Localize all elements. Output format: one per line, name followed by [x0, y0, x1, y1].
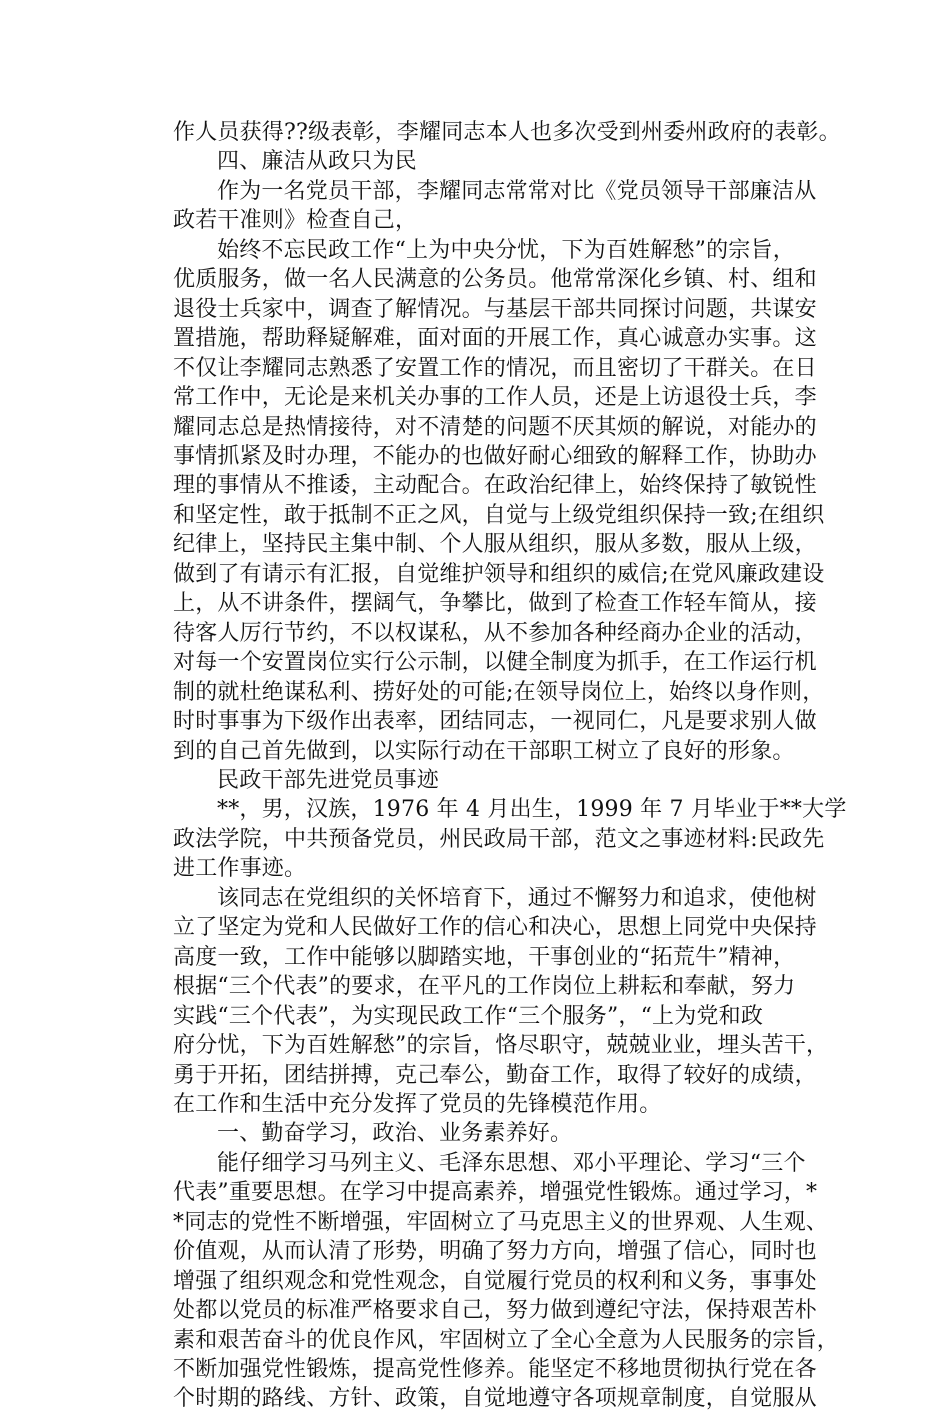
text-line: 作为一名党员干部，李耀同志常常对比《党员领导干部廉洁从: [217, 178, 817, 204]
text-line: 和坚定性，敢于抵制不正之风，自觉与上级党组织保持一致;在组织: [173, 502, 825, 528]
text-line: 做到了有请示有汇报，自觉维护领导和组织的威信;在党风廉政建设: [173, 561, 825, 587]
text-line: 置措施，帮助释疑解难，面对面的开展工作，真心诚意办实事。这: [173, 326, 817, 352]
text-line: 根据“三个代表”的要求，在平凡的工作岗位上耕耘和奉献，努力: [173, 974, 796, 1000]
text-line: 始终不忘民政工作“上为中央分忧，下为百姓解愁”的宗旨，: [217, 237, 795, 263]
text-line: 作人员获得??级表彰，李耀同志本人也多次受到州委州政府的表彰。: [173, 120, 841, 145]
text-line: 能仔细学习马列主义、毛泽东思想、邓小平理论、学习“三个: [217, 1150, 806, 1176]
text-line: 增强了组织观念和党性观念，自觉履行党员的权利和义务，事事处: [173, 1268, 817, 1294]
text-line: 待客人厉行节约，不以权谋私，从不参加各种经商办企业的活动，: [173, 620, 817, 646]
text-line: 府分忧，下为百姓解愁”的宗旨，恪尽职守，兢兢业业，埋头苦干，: [173, 1033, 829, 1059]
text-line: 价值观，从而认清了形势，明确了努力方向，增强了信心，同时也: [173, 1239, 817, 1265]
section-heading: 民政干部先进党员事迹: [217, 767, 440, 793]
document-body: [173, 118, 847, 1414]
section-heading: 一、勤奋学习，政治、业务素养好。: [217, 1121, 573, 1147]
text-line: *同志的党性不断增强，牢固树立了马克思主义的世界观、人生观、: [173, 1209, 829, 1235]
text-line: 高度一致，工作中能够以脚踏实地，干事创业的“拓荒牛”精神，: [173, 944, 796, 970]
text-line: 代表”重要思想。在学习中提高素养，增强党性锻炼。通过学习，*: [173, 1180, 818, 1206]
section-heading: 四、廉洁从政只为民: [217, 149, 417, 175]
text-line: 不断加强党性锻炼，提高党性修养。能坚定不移地贯彻执行党在各: [173, 1357, 817, 1383]
text-line: 常工作中，无论是来机关办事的工作人员，还是上访退役士兵，李: [173, 385, 817, 411]
text-line: 该同志在党组织的关怀培育下，通过不懈努力和追求，使他树: [217, 885, 817, 911]
text-line: 不仅让李耀同志熟悉了安置工作的情况，而且密切了干群关。在日: [173, 355, 817, 381]
text-line: 政法学院，中共预备党员，州民政局干部，范文之事迹材料:民政先: [173, 826, 825, 852]
text-line: 时时事事为下级作出表率，团结同志，一视同仁，凡是要求别人做: [173, 709, 817, 735]
text-line: 勇于开拓，团结拼搏，克己奉公，勤奋工作，取得了较好的成绩，: [173, 1062, 817, 1088]
text-line: 个时期的路线、方针、政策，自觉地遵守各项规章制度，自觉服从: [173, 1386, 817, 1412]
text-line: 优质服务，做一名人民满意的公务员。他常常深化乡镇、村、组和: [173, 267, 817, 293]
text-line: 上，从不讲条件，摆阔气，争攀比，做到了检查工作轻车简从，接: [173, 591, 817, 617]
text-line: 到的自己首先做到，以实际行动在干部职工树立了良好的形象。: [173, 738, 795, 764]
text-line: 理的事情从不推诿，主动配合。在政治纪律上，始终保持了敏锐性: [173, 473, 817, 499]
text-line: 实践“三个代表”，为实现民政工作“三个服务”，“上为党和政: [173, 1003, 764, 1029]
text-line: 处都以党员的标准严格要求自己，努力做到遵纪守法，保持艰苦朴: [173, 1298, 817, 1324]
text-line: 立了坚定为党和人民做好工作的信心和决心，思想上同党中央保持: [173, 915, 817, 941]
text-line: 在工作和生活中充分发挥了党员的先锋模范作用。: [173, 1091, 662, 1117]
text-line: 素和艰苦奋斗的优良作风，牢固树立了全心全意为人民服务的宗旨，: [173, 1327, 840, 1353]
text-line: **，男，汉族，1976 年 4 月出生，1999 年 7 月毕业于**大学: [217, 797, 847, 823]
text-line: 事情抓紧及时办理，不能办的也做好耐心细致的解释工作，协助办: [173, 443, 817, 469]
text-line: 纪律上，坚持民主集中制、个人服从组织，服从多数，服从上级，: [173, 532, 817, 558]
text-line: 耀同志总是热情接待，对不清楚的问题不厌其烦的解说，对能办的: [173, 414, 817, 440]
text-line: 制的就杜绝谋私利、捞好处的可能;在领导岗位上，始终以身作则，: [173, 679, 825, 705]
text-line: 政若干准则》检查自己，: [173, 208, 418, 234]
text-line: 对每一个安置岗位实行公示制，以健全制度为抓手，在工作运行机: [173, 650, 817, 676]
text-line: 进工作事迹。: [173, 856, 307, 882]
text-line: 退役士兵家中，调查了解情况。与基层干部共同探讨问题，共谋安: [173, 296, 817, 322]
